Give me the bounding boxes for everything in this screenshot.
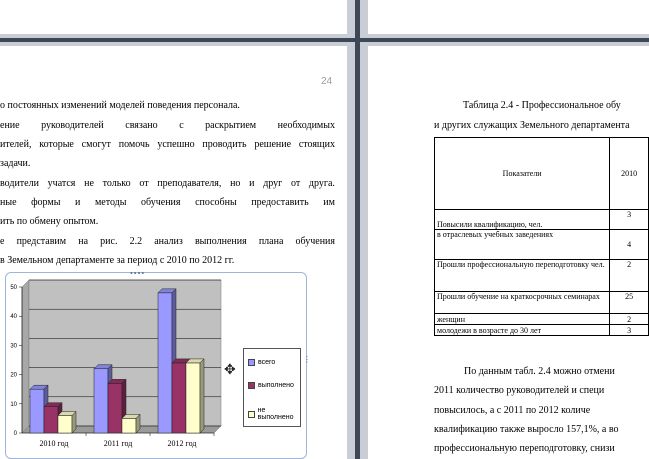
text-line: ить по обмену опытом. — [0, 216, 99, 227]
text-word: успешно — [157, 139, 195, 150]
text-word: с — [179, 120, 184, 131]
text-word: обучения — [295, 236, 335, 247]
bar — [94, 369, 108, 433]
text-word: помочь — [118, 139, 150, 150]
bar-side — [200, 359, 204, 433]
resize-handle-top[interactable]: •••• — [130, 269, 146, 278]
text-line: о постоянных изменений моделей поведения персонала. — [0, 100, 240, 111]
table-row-label: Прошли обучение на краткосрочных семинарах — [435, 292, 610, 314]
legend-label-done: выполнено — [258, 382, 294, 389]
x-tick-label: 2011 год — [103, 439, 133, 448]
text-word: на — [78, 236, 89, 247]
paragraph-line: повысилось, а с 2011 по 2012 количе — [434, 405, 591, 416]
legend-item-notdone — [248, 407, 300, 421]
text-word: выполнения — [194, 236, 247, 247]
text-word: водители — [0, 178, 39, 189]
chart-legend[interactable] — [243, 348, 301, 427]
bar — [30, 389, 44, 433]
paragraph-line: квалификацию также выросло 157,1%, а во — [434, 424, 619, 435]
bar — [122, 418, 136, 433]
y-tick-label: 20 — [10, 372, 17, 379]
training-table — [434, 137, 649, 336]
text-word: обучения — [141, 197, 181, 208]
move-cursor-icon: ✥ — [224, 363, 236, 378]
table-row-value: 2 — [610, 260, 649, 292]
resize-handle-right[interactable]: ⋮ — [303, 355, 311, 364]
table-caption-line2: и других служащих Земельного департамента — [434, 120, 630, 131]
y-tick-label: 30 — [10, 343, 17, 350]
text-word: 2.2 — [129, 236, 143, 247]
text-word: ные — [0, 197, 17, 208]
paragraph-line: профессиональную переподготовку, снизи — [434, 443, 615, 454]
text-word: представим — [16, 236, 67, 247]
bar — [186, 363, 200, 433]
text-line: задачи. — [0, 158, 31, 169]
text-word: учатся — [47, 178, 76, 189]
x-tick-label: 2012 год — [167, 439, 197, 448]
text-word: но — [230, 178, 241, 189]
text-word: связано — [125, 120, 158, 131]
text-word: проводить — [202, 139, 247, 150]
bar — [172, 363, 186, 433]
legend-label-notdone: не выполнено — [257, 407, 294, 421]
text-word: предоставить — [251, 197, 309, 208]
text-word: которые — [39, 139, 74, 150]
text-word: не — [84, 178, 94, 189]
table-row-label: женщин — [435, 314, 610, 325]
text-word: и — [249, 178, 255, 189]
table-row-value: 25 — [610, 292, 649, 314]
table-row-label: Повысили квалификацию, чел. — [435, 210, 610, 230]
page-number: 24 — [321, 76, 333, 87]
text-word: друга. — [308, 178, 335, 189]
text-word: методы — [94, 197, 127, 208]
text-word: от — [139, 178, 149, 189]
table-row-value: 3 — [610, 325, 649, 336]
paragraph-line: 2011 количество руководителей и специ — [434, 385, 605, 396]
table-row-label: Прошли профессиональную переподготовку чел. — [435, 260, 610, 292]
legend-swatch-total — [248, 359, 255, 366]
legend-item-done — [248, 382, 294, 389]
text-word: от — [290, 178, 301, 189]
text-word: руководителей — [41, 120, 104, 131]
table-row-value: 3 — [610, 210, 649, 230]
text-word: ителей, — [0, 139, 32, 150]
text-word: раскрытием — [205, 120, 257, 131]
bar — [44, 407, 58, 433]
table-row-label: молодежи в возрасте до 30 лет — [435, 325, 610, 336]
text-word: решение — [254, 139, 292, 150]
table-header-year: 2010 — [610, 138, 649, 210]
x-tick-label: 2010 год — [39, 439, 69, 448]
table-row-value: 2 — [610, 314, 649, 325]
legend-label-total: всего — [258, 359, 276, 366]
text-word: формы — [31, 197, 61, 208]
bar — [158, 293, 172, 433]
text-word: ение — [0, 120, 20, 131]
bar-side — [72, 411, 76, 433]
legend-swatch-notdone — [248, 411, 255, 418]
y-tick-label: 10 — [10, 401, 17, 408]
text-word: им — [323, 197, 335, 208]
text-word: е — [0, 236, 5, 247]
text-word: способны — [195, 197, 237, 208]
text-word: рис. — [100, 236, 118, 247]
paragraph-line: По данным табл. 2.4 можно отмени — [464, 366, 615, 377]
bar — [108, 383, 122, 433]
legend-item-total — [248, 359, 275, 366]
table-caption-line1: Таблица 2.4 - Профессиональное обу — [463, 100, 621, 111]
text-word: только — [102, 178, 131, 189]
legend-swatch-done — [248, 382, 255, 389]
bar — [58, 415, 72, 433]
text-word: стоящих — [298, 139, 335, 150]
chart-side-wall — [22, 280, 29, 433]
text-word: смогут — [81, 139, 111, 150]
text-word: и — [75, 197, 81, 208]
text-line: в Земельном департаменте за период с 2010 по 2012 гг. — [0, 255, 235, 266]
text-word: необходимых — [277, 120, 335, 131]
table-row-value: 4 — [610, 230, 649, 260]
y-tick-label: 0 — [13, 431, 17, 437]
y-tick-label: 50 — [10, 285, 17, 291]
table-header-indicators: Показатели — [435, 138, 610, 210]
text-word: друг — [263, 178, 283, 189]
y-tick-label: 40 — [10, 314, 17, 321]
text-word: преподавателя, — [157, 178, 222, 189]
text-word: анализ — [154, 236, 183, 247]
table-row-label: в отраслевых учебных заведениях — [435, 230, 610, 260]
text-word: плана — [258, 236, 284, 247]
